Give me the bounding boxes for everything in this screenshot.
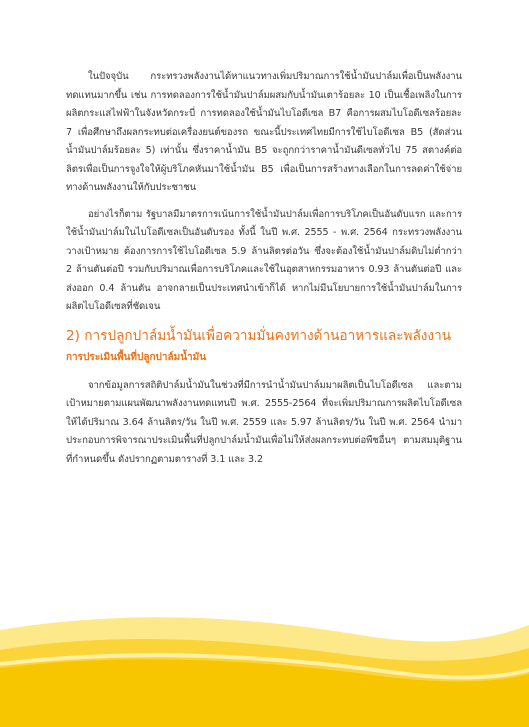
section-heading: 2) การปลูกปาล์มน้ำมันเพื่อความมั่นคงทางด้านอาหารและพลังงาน [66, 327, 451, 344]
paragraph-government-measures: อย่างไรก็ตาม รัฐบาลมีมาตรการเน้นการใช้น้ำมันปาล์มเพื่อการบริโภคเป็นอันดับแรก และการใช้น้ำมันปาล์มในไบโอดีเซลเป็นอันดับรอง ทั้งนี้ ในปี พ.ศ. 2555 - พ.ศ. 2564 กระทรวงพลังงานวางเป้าหมาย ต้องการการใช้ไบโอดีเซล 5.9 ล้านลิตรต่อวัน ซึ่งจะต้องใช้น้ำมันปาล์มดิบไม่ต่ำกว่า 2 ล้านตันต่อปี รวมกับปริมาณเพื่อการบริโภคและใช้ในอุตสาหกรรมอาหาร 0.93 ล้านตันต่อปี และส่งออก 0.4 ล้านตัน อาจกลายเป็นประเทศนำเข้าก็ได้ หากไม่มีนโยบายการใช้น้ำมันปาล์มในการผลิตไบโอดีเซลที่ชัดเจน [66, 208, 462, 312]
paragraph-current-policy: ในปัจจุบัน กระทรวงพลังงานได้หาแนวทางเพิ่มปริมาณการใช้น้ำมันปาล์มเพื่อเป็นพลังงานทดแทนมากขึ้น เช่น การทดลองการใช้น้ำมันปาล์มผสมกับน้ำมันเตาร้อยละ 10 เป็นเชื้อเพลิงในการผลิตกระแสไฟฟ้าในจังหวัดกระบี่ การทดลองใช้น้ำมันไบโอดีเซล B7 คือการผสมไบโอดีเซลร้อยละ 7 เพื่อศึกษาถึงผลกระทบต่อเครื่องยนต์ของรถ ขณะนี้ประเทศไทยมีการใช้ไบโอดีเซล B5 (สัดส่วนน้ำมันปาล์มร้อยละ 5) เท่านั้น ซึ่งราคาน้ำมัน B5 จะถูกกว่าราคาน้ำมันดีเซลทั่วไป 75 สตางค์ต่อลิตรเพื่อเป็นการจูงใจให้ผู้บริโภคหันมาใช้น้ำมัน B5 เพื่อเป็นการสร้างทางเลือกในการลดค่าใช้จ่ายทางด้านพลังงานให้กับประชาชน [66, 71, 462, 193]
paragraph-area-assessment: จากข้อมูลการสถิติปาล์มน้ำมันในช่วงที่มีการนำน้ำมันปาล์มมาผลิตเป็นไบโอดีเซล และตามเป้าหมายตามแผนพัฒนาพลังงานทดแทนปี พ.ศ. 2555-2564 ที่จะเพิ่มปริมาณการผลิตไบโอดีเซลให้ได้ปริมาณ 3.64 ล้านลิตร/วัน ในปี พ.ศ. 2559 และ 5.97 ล้านลิตร/วัน ในปี พ.ศ. 2564 นำมาประกอบการพิจารณาประเมินพื้นที่ปลูกปาล์มน้ำมันเพื่อไม่ให้ส่งผลกระทบต่อพืชอื่นๆ ตามสมมุติฐานที่กำหนดขึ้น ดังปรากฏตามตารางที่ 3.1 และ 3.2 [66, 379, 462, 465]
sub-heading: การประเมินพื้นที่ปลูกปาล์มน้ำมัน [66, 351, 207, 363]
footer-decoration [0, 590, 529, 727]
page-content [66, 68, 462, 477]
